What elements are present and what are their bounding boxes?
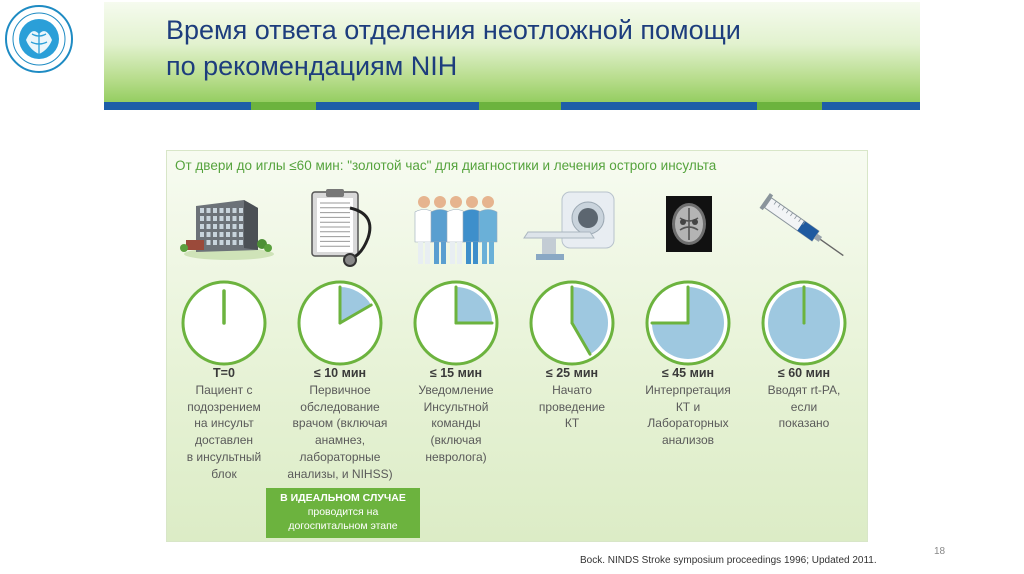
timeline-stage	[746, 0, 862, 574]
timeline-stage	[514, 0, 630, 574]
stage-description-line: анализов	[661, 433, 715, 448]
stage-label	[514, 365, 630, 432]
stage-description-line: Интерпретация	[645, 382, 731, 397]
stage-time: ≤ 10 мин	[313, 366, 367, 380]
stage-description-line: подозрением	[187, 399, 261, 414]
ideal-case-title: В ИДЕАЛЬНОМ СЛУЧАЕ	[280, 492, 406, 504]
clock-elapsed-sector	[456, 287, 492, 323]
clock-icon	[181, 280, 267, 366]
stage-time: ≤ 15 мин	[429, 366, 483, 380]
stage-description-line: анамнез,	[314, 433, 366, 448]
stage-description-line: Уведомление	[418, 382, 494, 397]
syringe-icon	[754, 188, 854, 268]
stage-description-line: если	[790, 399, 818, 414]
stage-description-line: Вводят rt-PA,	[767, 382, 841, 397]
stage-time: ≤ 60 мин	[777, 366, 831, 380]
title-line-2: по рекомендациям NIH	[166, 51, 458, 81]
stage-description-line: врачом (включая	[292, 416, 388, 431]
stage-description-line: в инсультный	[186, 449, 262, 464]
clock-icon	[761, 280, 847, 366]
ideal-case-line-1: проводится на	[307, 506, 379, 518]
stage-label	[282, 365, 398, 483]
stage-label	[630, 365, 746, 449]
stage-label	[746, 365, 862, 432]
stage-description-line: обследование	[300, 399, 380, 414]
clock-icon	[297, 280, 383, 366]
stage-label	[398, 365, 514, 466]
stage-description-line: Лабораторных	[647, 416, 729, 431]
stage-description-line: невролога)	[425, 449, 487, 464]
clock-icon	[529, 280, 615, 366]
stage-description-line: проведение	[538, 399, 606, 414]
panel-subtitle: От двери до иглы ≤60 мин: "золотой час" для диагностики и лечения острого инсульта	[175, 158, 717, 173]
medical-team-icon	[406, 188, 506, 268]
timeline-stage	[630, 0, 746, 574]
clipboard-stethoscope-icon	[290, 188, 390, 268]
hospital-building-icon	[174, 188, 274, 268]
stage-description-line: Инсультной	[423, 399, 489, 414]
ct-scanner-icon	[522, 188, 622, 268]
stage-description-line: КТ	[564, 416, 580, 431]
stage-description-line: лабораторные	[299, 449, 381, 464]
stage-description-line: блок	[211, 466, 237, 481]
stage-description-line: показано	[778, 416, 830, 431]
stage-description-line: анализы, и NIHSS)	[287, 466, 393, 481]
ideal-case-line-2: догоспитальном этапе	[288, 520, 398, 532]
source-citation: Bock. NINDS Stroke symposium proceedings 1996; Updated 2011.	[580, 555, 877, 566]
stage-time: ≤ 25 мин	[545, 366, 599, 380]
stage-description-line: Начато	[552, 382, 592, 397]
stage-description-line: Первичное	[309, 382, 371, 397]
ideal-case-box	[266, 488, 420, 538]
timeline-stage	[166, 0, 282, 574]
stage-label	[166, 365, 282, 483]
title-line-1: Время ответа отделения неотложной помощи	[166, 15, 741, 45]
stage-description-line: Пациент с	[195, 382, 253, 397]
stage-description-line: (включая	[430, 433, 482, 448]
stage-description-line: доставлен	[194, 433, 254, 448]
organization-logo	[4, 4, 74, 74]
stage-description-line: команды	[431, 416, 481, 431]
clock-icon	[413, 280, 499, 366]
brain-scan-icon	[638, 188, 738, 268]
clock-icon	[645, 280, 731, 366]
stage-description-line: КТ и	[675, 399, 701, 414]
stage-description-line: на инсульт	[194, 416, 254, 431]
stage-time: ≤ 45 мин	[661, 366, 715, 380]
page-number: 18	[934, 546, 946, 557]
stage-time: T=0	[213, 366, 235, 380]
